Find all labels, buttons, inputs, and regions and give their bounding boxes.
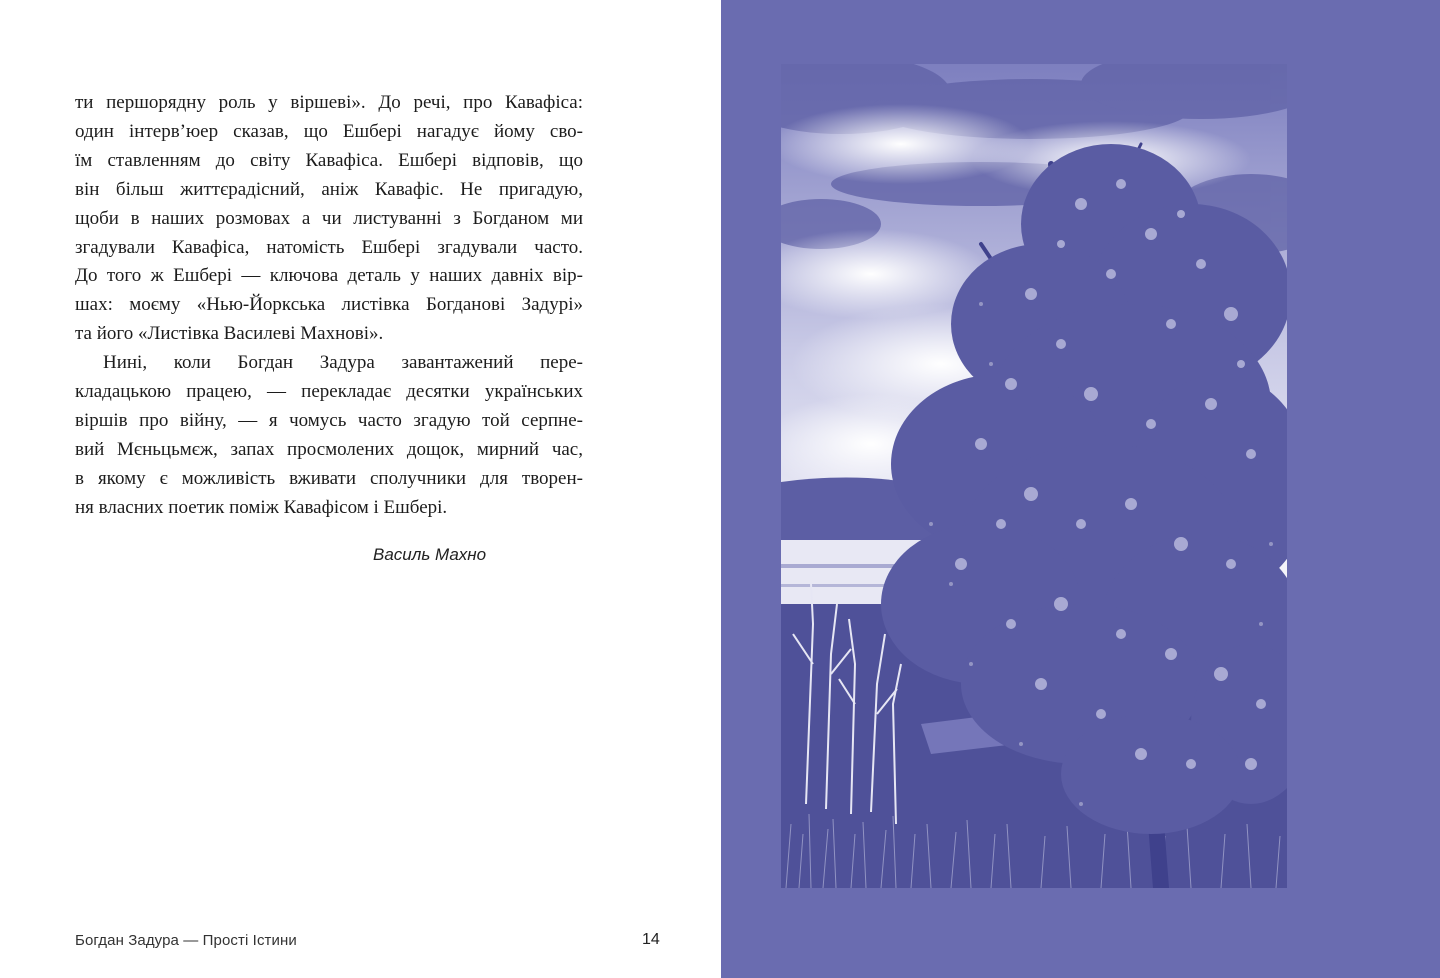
body-line: вий Мєньцьмєж, запах просмолених дощок, мирний час, <box>75 438 583 460</box>
body-line: щоби в наших розмовах а чи листуванні з Богданом ми <box>75 207 583 229</box>
page-number: 14 <box>642 931 660 948</box>
body-line: ти першорядну роль у віршеві». До речі, про Кавафіса: <box>75 92 583 113</box>
body-line: він більш життєрадісний, аніж Кавафіс. Не пригадую, <box>75 178 583 200</box>
body-line: віршів про війну, — я чомусь часто згадую той серпне- <box>75 409 583 431</box>
tree-photo <box>781 64 1287 888</box>
author-signature: Василь Махно <box>373 545 487 564</box>
body-line: один інтерв’юер сказав, що Ешбері нагадує йому сво- <box>75 120 583 142</box>
body-line: ня власних поетик поміж Кавафісом і Ешбері. <box>75 496 448 518</box>
right-page <box>721 0 1440 978</box>
tree-photo-graphic <box>781 64 1287 888</box>
body-line: До того ж Ешбері — ключова деталь у наших давніх вір- <box>75 265 583 287</box>
body-text <box>75 89 583 523</box>
body-line: в якому є можливість вживати сполучники для творен- <box>75 467 583 489</box>
body-line: їм ставленням до світу Кавафіса. Ешбері відповів, що <box>75 149 583 171</box>
body-line: згадували Кавафіса, натомість Ешбері згадували часто. <box>75 236 583 258</box>
body-line: та його «Листівка Василеві Махнові». <box>75 323 384 345</box>
body-line: кладацькою працею, — перекладає десятки українських <box>75 381 583 403</box>
body-line: шах: моєму «Нью-Йоркська листівка Богданові Задурі» <box>75 294 583 316</box>
body-line-paragraph-start: Нині, коли Богдан Задура завантажений пере- <box>103 352 583 374</box>
running-footer: Богдан Задура — Прості Істини <box>75 932 297 949</box>
